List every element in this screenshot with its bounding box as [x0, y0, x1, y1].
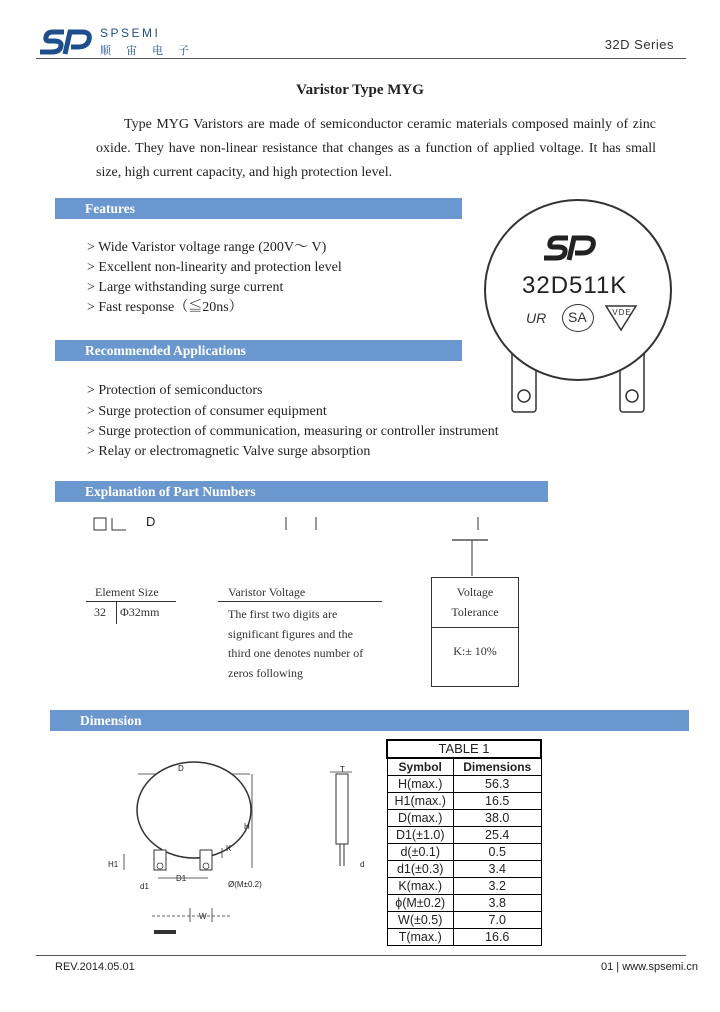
intro-paragraph: Type MYG Varistors are made of semiconductor ceramic materials composed mainly of zinc oxide. They have non-linear resistance that changes as a function of applied voltage. It has small size, high current capacity, and high protection level. — [96, 117, 656, 180]
dim-label-K: K — [226, 844, 232, 853]
list-item: > Large withstanding surge current — [87, 280, 284, 295]
applications-list — [87, 380, 499, 462]
list-item: > Relay or electromagnetic Valve surge absorption — [87, 444, 371, 459]
features-heading: Features — [55, 198, 462, 219]
table-row: H(max.) 56.3 — [387, 776, 541, 793]
product-marking: 32D511K — [522, 272, 628, 299]
varistor-voltage-desc: The first two digits are significant figures and the third one denotes number of zeros following — [228, 607, 364, 680]
tolerance-label-2: Tolerance — [451, 605, 499, 619]
dim-label-D1: D1 — [176, 874, 187, 883]
varistor-voltage-rule — [218, 601, 382, 602]
tolerance-divider — [432, 627, 518, 628]
dim-label-H: H — [244, 822, 250, 831]
tolerance-value: K:± 10% — [453, 644, 497, 658]
list-item: > Fast response（≦20ns） — [87, 300, 243, 315]
list-item: > Protection of semiconductors — [87, 383, 263, 398]
dimension-heading: Dimension — [50, 710, 689, 731]
brand-name-cn: 顺 宙 电 子 — [100, 45, 196, 57]
revision-label: REV.2014.05.01 — [55, 961, 135, 973]
table-row: d1(±0.3) 3.4 — [387, 861, 541, 878]
table-row: W(±0.5) 7.0 — [387, 912, 541, 929]
element-size-code: 32 — [94, 605, 106, 619]
table-row: D(max.) 38.0 — [387, 810, 541, 827]
page-title: Varistor Type MYG — [296, 82, 424, 98]
element-size-value: Φ32mm — [120, 605, 160, 619]
element-size-divider — [116, 601, 117, 624]
dim-label-d1: d1 — [140, 882, 149, 891]
table-row: H1(max.) 16.5 — [387, 793, 541, 810]
dim-label-H1: H1 — [108, 860, 119, 869]
csa-cert-label: SA — [568, 309, 587, 325]
dim-label-phi: Ø(M±0.2) — [228, 880, 262, 889]
list-item: > Surge protection of consumer equipment — [87, 404, 327, 419]
varistor-voltage-label: Varistor Voltage — [228, 585, 306, 599]
applications-heading: Recommended Applications — [55, 340, 462, 361]
dimension-lead-drawing — [150, 906, 240, 945]
table-row: ϕ(M±0.2) 3.8 — [387, 895, 541, 912]
footer-divider — [36, 955, 686, 956]
vde-cert-label: VDE — [612, 308, 632, 317]
header-divider — [36, 58, 686, 59]
brand-logo-icon — [38, 26, 98, 61]
ul-cert-icon: UR — [526, 310, 547, 326]
table-caption: TABLE 1 — [387, 740, 541, 758]
page-site-label: 01 | www.spsemi.cn — [600, 961, 698, 973]
dim-label-D: D — [178, 764, 184, 773]
table-header-dimensions: Dimensions — [453, 758, 541, 776]
part-numbers-heading: Explanation of Part Numbers — [55, 481, 548, 502]
element-size-label: Element Size — [95, 585, 159, 599]
list-item: > Wide Varistor voltage range (200V〜 V) — [87, 240, 327, 255]
tolerance-label-1: Voltage — [456, 585, 494, 599]
table-row: D1(±1.0) 25.4 — [387, 827, 541, 844]
dim-label-W: W — [199, 912, 207, 921]
table-row: d(±0.1) 0.5 — [387, 844, 541, 861]
element-size-rule — [86, 601, 176, 602]
dimension-table — [386, 739, 542, 946]
list-item: > Surge protection of communication, measuring or controller instrument — [87, 424, 499, 439]
dim-label-T: T — [340, 765, 345, 774]
table-header-symbol: Symbol — [387, 758, 453, 776]
table-row: T(max.) 16.6 — [387, 929, 541, 946]
part-code-letter: D — [146, 514, 156, 529]
table-row: K(max.) 3.2 — [387, 878, 541, 895]
series-label: 32D Series — [604, 37, 674, 52]
dim-label-d: d — [360, 860, 365, 869]
list-item: > Excellent non-linearity and protection level — [87, 260, 342, 275]
features-list — [87, 238, 342, 318]
brand-name: SPSEMI — [100, 26, 161, 40]
dimension-side-drawing — [318, 760, 368, 875]
